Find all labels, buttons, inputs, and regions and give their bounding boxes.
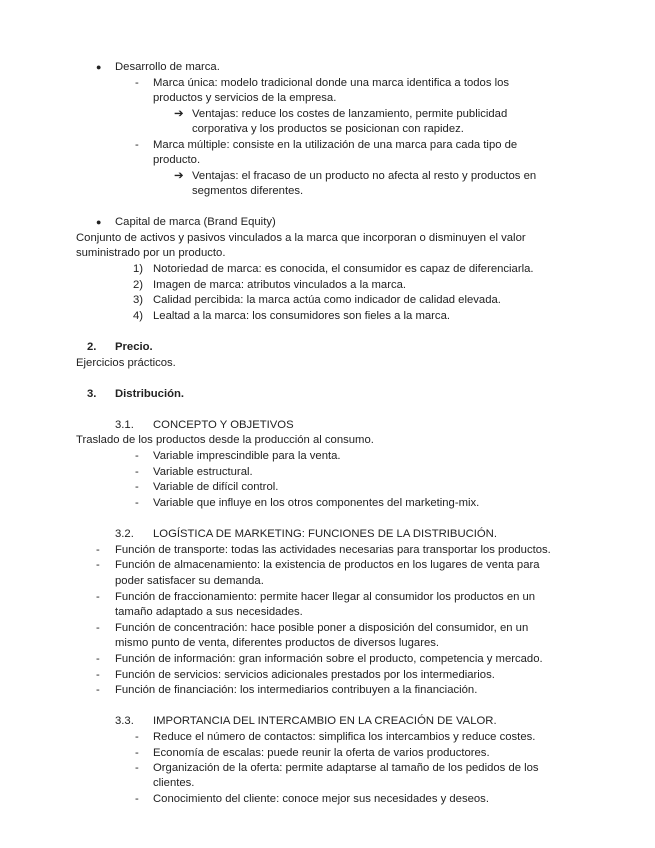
arrow-icon: ➔	[174, 170, 184, 182]
marca-unica-line1: Marca única: modelo tradicional donde una marca identifica a todos los	[153, 77, 510, 89]
dash-icon: -	[135, 139, 139, 151]
subsection-title-concepto: CONCEPTO Y OBJETIVOS	[153, 419, 294, 431]
funcion-informacion: Función de información: gran información sobre el producto, competencia y mercado.	[115, 653, 543, 665]
section-number-precio: 2.	[87, 341, 97, 353]
list-number: 4)	[133, 310, 144, 322]
arrow-icon: ➔	[174, 108, 184, 120]
list-number: 2)	[133, 279, 144, 291]
funcion-fraccionamiento-line2: tamaño adaptado a sus necesidades.	[115, 606, 303, 618]
list-item: Variable imprescindible para la venta.	[153, 450, 341, 462]
funcion-concentracion-line2: mismo punto de venta, diferentes productos de diversos lugares.	[115, 637, 440, 649]
list-item: Lealtad a la marca: los consumidores son fieles a la marca.	[153, 310, 451, 322]
dash-icon: -	[96, 591, 100, 603]
dash-icon: -	[96, 684, 100, 696]
section-title-distribucion: Distribución.	[115, 388, 185, 400]
funcion-financiacion: Función de financiación: los intermediarios contribuyen a la financiación.	[115, 684, 478, 696]
section-title-capital: Capital de marca (Brand Equity)	[115, 216, 276, 228]
dash-icon: -	[135, 450, 139, 462]
marca-multiple-ventajas-line2: segmentos diferentes.	[192, 185, 304, 197]
list-item: Economía de escalas: puede reunir la oferta de varios productores.	[153, 747, 490, 759]
precio-text: Ejercicios prácticos.	[76, 357, 176, 369]
subsection-number: 3.3.	[115, 715, 134, 727]
bullet-icon: ●	[96, 62, 102, 72]
funcion-transporte: Función de transporte: todas las actividades necesarias para transportar los productos.	[115, 544, 551, 556]
dash-icon: -	[96, 544, 100, 556]
section-title-precio: Precio.	[115, 341, 153, 353]
dash-icon: -	[135, 497, 139, 509]
dash-icon: -	[96, 622, 100, 634]
subsection-title-importancia: IMPORTANCIA DEL INTERCAMBIO EN LA CREACIÓN DE VALOR.	[153, 715, 497, 727]
list-item-continuation: clientes.	[153, 777, 195, 789]
list-item: Variable que influye en los otros componentes del marketing-mix.	[153, 497, 480, 509]
dash-icon: -	[135, 762, 139, 774]
marca-multiple-line1: Marca múltiple: consiste en la utilización de una marca para cada tipo de	[153, 139, 518, 151]
subsection-number: 3.2.	[115, 528, 134, 540]
marca-multiple-ventajas-line1: Ventajas: el fracaso de un producto no afecta al resto y productos en	[192, 170, 537, 182]
bullet-icon: ●	[96, 217, 102, 227]
dash-icon: -	[135, 747, 139, 759]
marca-multiple-line2: producto.	[153, 154, 201, 166]
dash-icon: -	[135, 793, 139, 805]
subsection-number: 3.1.	[115, 419, 134, 431]
list-item: Organización de la oferta: permite adaptarse al tamaño de los pedidos de los	[153, 762, 539, 774]
section-number-distribucion: 3.	[87, 388, 97, 400]
dash-icon: -	[96, 669, 100, 681]
list-item: Calidad percibida: la marca actúa como indicador de calidad elevada.	[153, 294, 501, 306]
concepto-text: Traslado de los productos desde la producción al consumo.	[76, 434, 374, 446]
subsection-title-logistica: LOGÍSTICA DE MARKETING: FUNCIONES DE LA DISTRIBUCIÓN.	[153, 528, 497, 540]
funcion-almacenamiento-line2: poder satisfacer su demanda.	[115, 575, 264, 587]
list-item: Imagen de marca: atributos vinculados a la marca.	[153, 279, 407, 291]
marca-unica-ventajas-line1: Ventajas: reduce los costes de lanzamiento, permite publicidad	[192, 108, 508, 120]
list-item: Conocimiento del cliente: conoce mejor sus necesidades y deseos.	[153, 793, 489, 805]
funcion-fraccionamiento-line1: Función de fraccionamiento: permite hacer llegar al consumidor los productos en un	[115, 591, 536, 603]
marca-unica-ventajas-line2: corporativa y los productos se posicionan con rapidez.	[192, 123, 464, 135]
capital-desc-line2: suministrado por un producto.	[76, 247, 226, 259]
section-title-desarrollo: Desarrollo de marca.	[115, 61, 220, 73]
marca-unica-line2: productos y servicios de la empresa.	[153, 92, 337, 104]
list-item: Variable estructural.	[153, 466, 253, 478]
funcion-servicios: Función de servicios: servicios adicionales prestados por los intermediarios.	[115, 669, 495, 681]
funcion-almacenamiento-line1: Función de almacenamiento: la existencia de productos en los lugares de venta para	[115, 559, 540, 571]
dash-icon: -	[135, 731, 139, 743]
list-item: Reduce el número de contactos: simplifica los intercambios y reduce costes.	[153, 731, 536, 743]
dash-icon: -	[96, 653, 100, 665]
dash-icon: -	[96, 559, 100, 571]
dash-icon: -	[135, 466, 139, 478]
list-number: 1)	[133, 263, 144, 275]
funcion-concentracion-line1: Función de concentración: hace posible poner a disposición del consumidor, en un	[115, 622, 529, 634]
dash-icon: -	[135, 77, 139, 89]
list-number: 3)	[133, 294, 144, 306]
list-item: Notoriedad de marca: es conocida, el consumidor es capaz de diferenciarla.	[153, 263, 534, 275]
dash-icon: -	[135, 481, 139, 493]
capital-desc-line1: Conjunto de activos y pasivos vinculados a la marca que incorporan o disminuyen el valor	[76, 232, 526, 244]
list-item: Variable de difícil control.	[153, 481, 279, 493]
